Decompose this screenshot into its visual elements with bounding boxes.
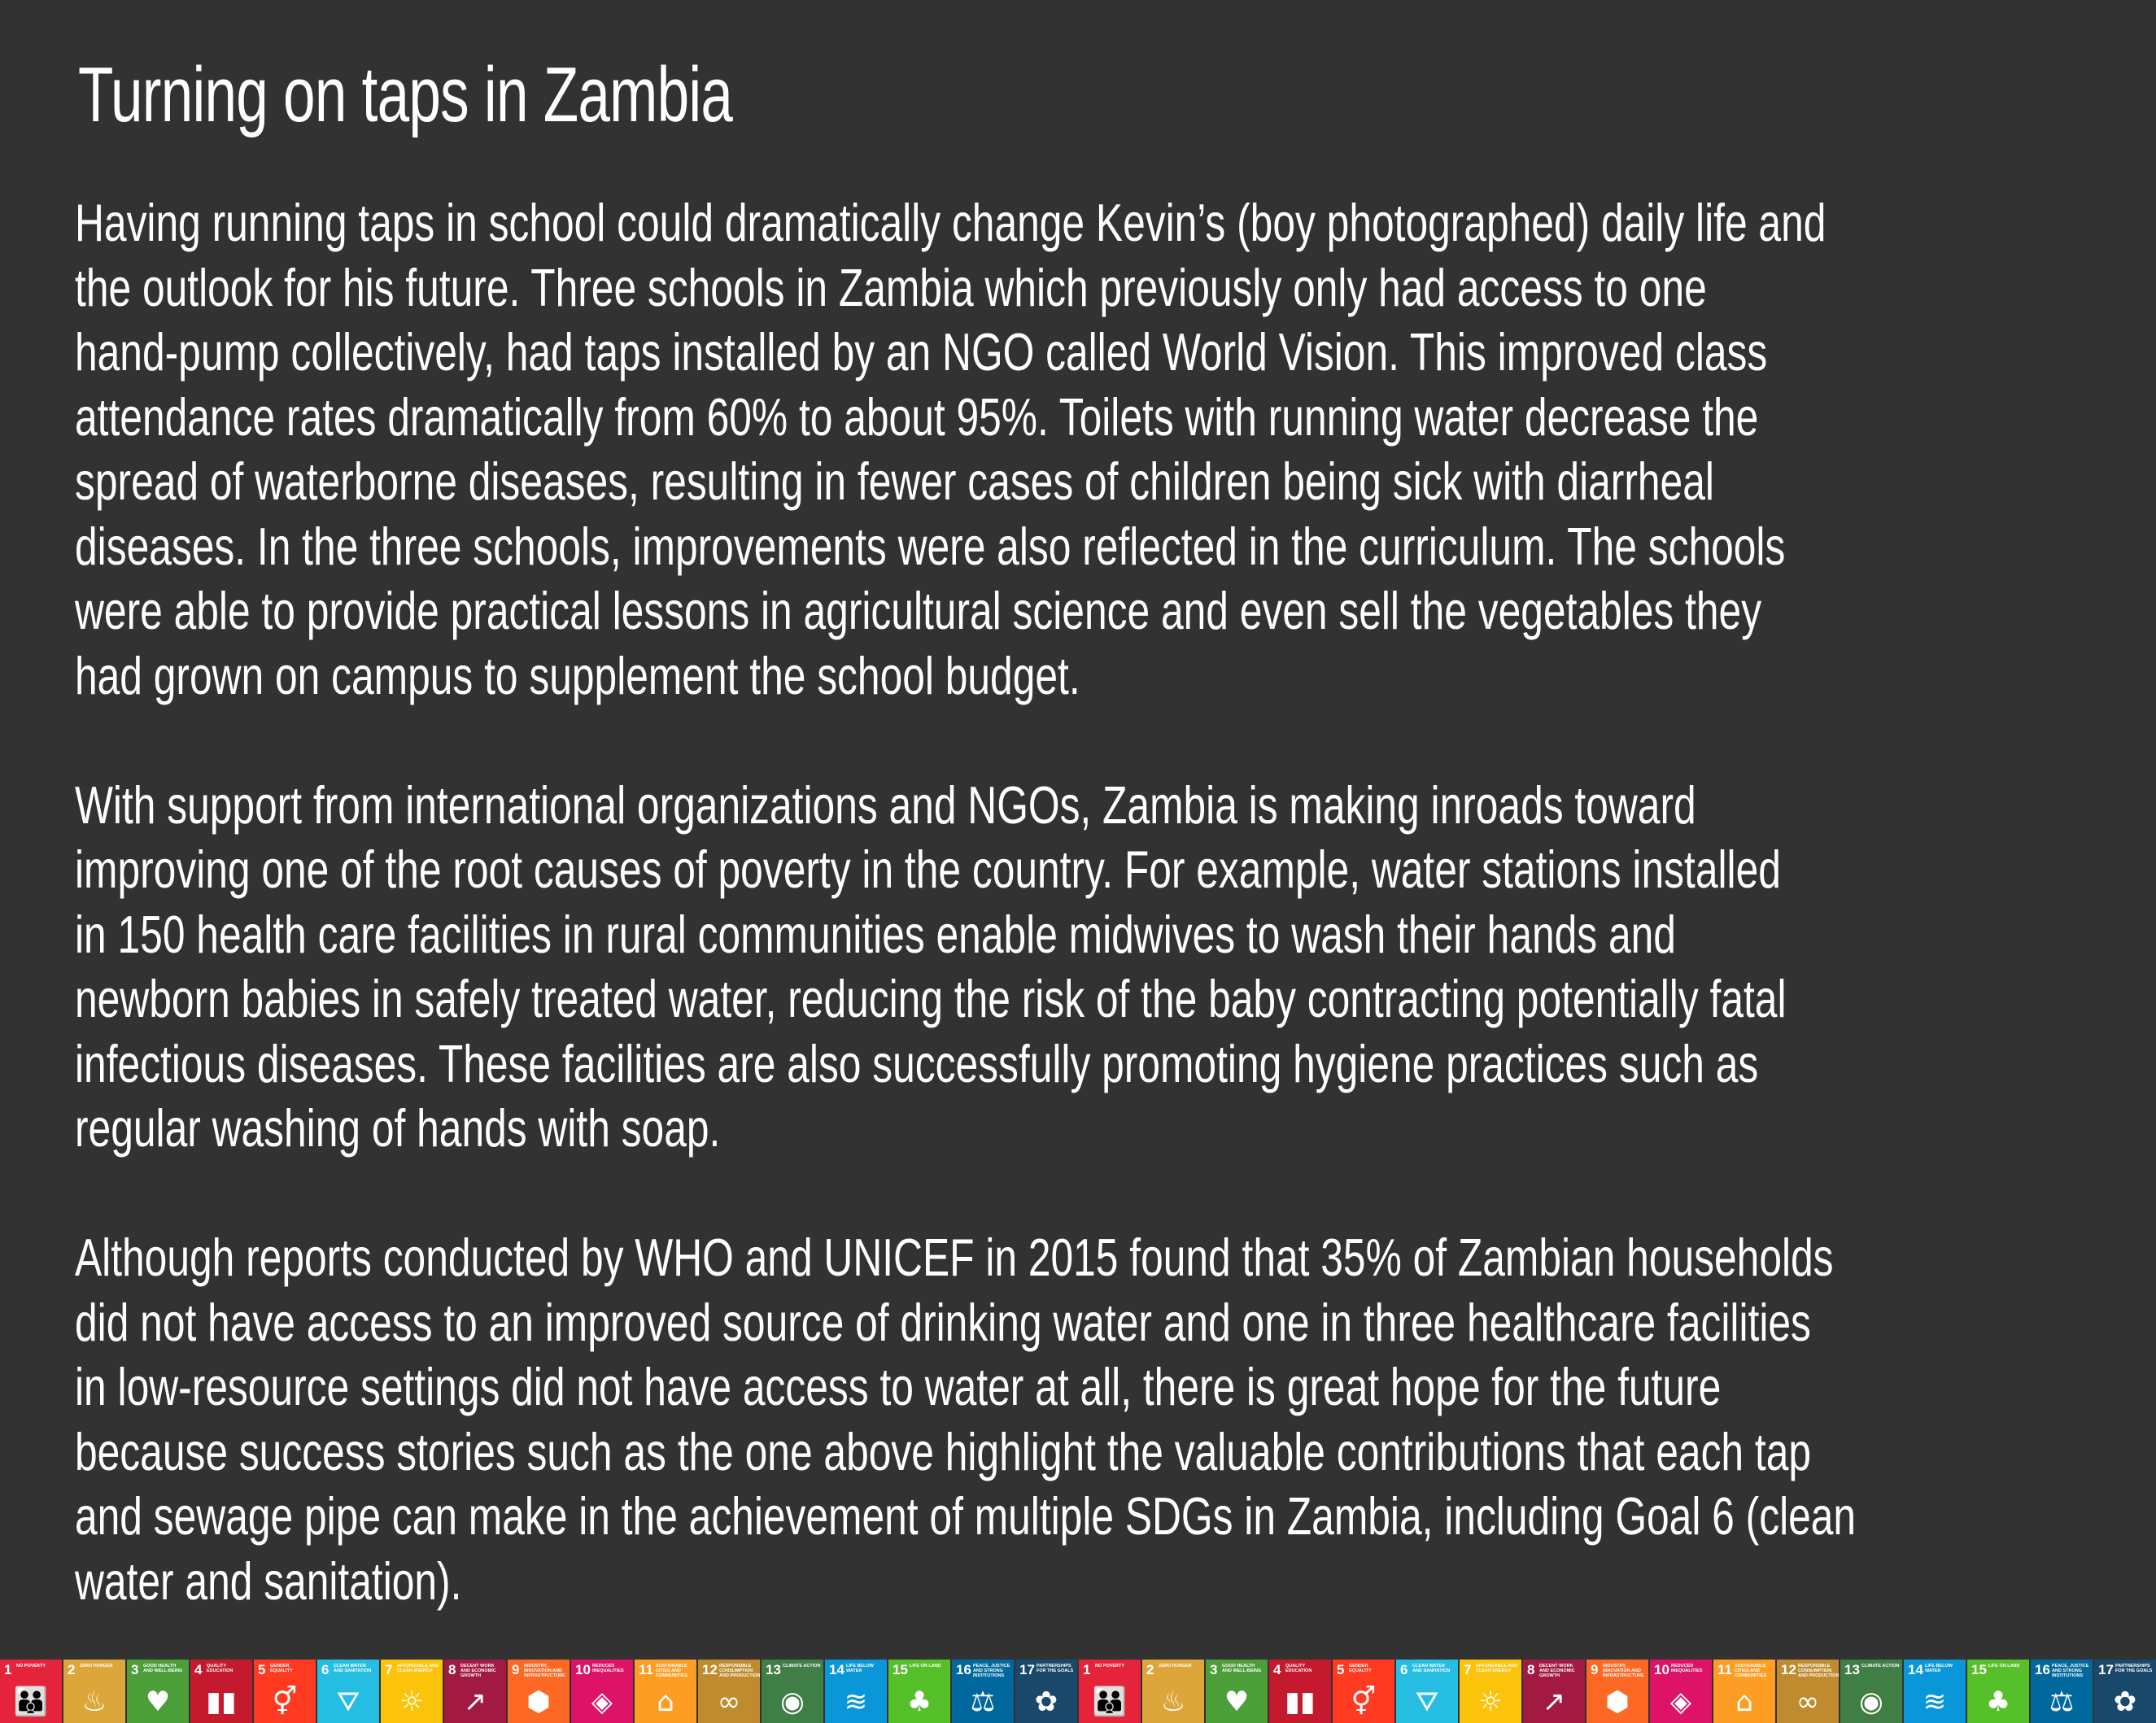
- dove-icon: ⚖: [970, 1686, 996, 1718]
- sdg-tile-3: [127, 1660, 189, 1723]
- sdg-label: LIFE ON LAND: [1988, 1664, 2020, 1668]
- sdg-number: 9: [512, 1662, 520, 1677]
- sdg-tile-17: [2094, 1660, 2156, 1723]
- sdg-tile-10: [571, 1660, 633, 1723]
- paragraph-line: spread of waterborne diseases, resulting in fewer cases of children being sick with diarrheal: [75, 451, 1714, 511]
- bowl-icon: ♨: [81, 1686, 107, 1718]
- growth-chart-icon: ↗: [463, 1686, 487, 1718]
- sdg-tile-8: [1523, 1660, 1585, 1723]
- sdg-tile-12: [698, 1660, 760, 1723]
- sdg-tile-15: [888, 1660, 950, 1723]
- city-icon: ⌂: [1735, 1686, 1753, 1718]
- fish-icon: ≋: [844, 1686, 868, 1718]
- sun-icon: ☼: [399, 1686, 425, 1718]
- sdg-number: 15: [1971, 1662, 1987, 1677]
- book-icon: ▮▮: [206, 1686, 237, 1718]
- sdg-label: PEACE, JUSTICE AND STRONG INSTITUTIONS: [973, 1664, 1010, 1678]
- sdg-number: 9: [1591, 1662, 1599, 1677]
- sdg-tile-4: [190, 1660, 252, 1723]
- sdg-label: NO POVERTY: [1095, 1664, 1125, 1668]
- sdg-number: 6: [321, 1662, 330, 1677]
- sdg-tile-11: [635, 1660, 696, 1723]
- sdg-label: CLIMATE ACTION: [1861, 1664, 1900, 1668]
- sdg-tile-10: [1650, 1660, 1712, 1723]
- sdg-tile-2: [1142, 1660, 1204, 1723]
- paragraph-line: With support from international organizations and NGOs, Zambia is making inroads toward: [75, 774, 1696, 835]
- sdg-number: 7: [385, 1662, 393, 1677]
- sdg-number: 12: [702, 1662, 718, 1677]
- sdg-label: DECENT WORK AND ECONOMIC GROWTH: [1539, 1664, 1575, 1678]
- paragraph-line: attendance rates dramatically from 60% to about 95%. Toilets with running water decrease the: [75, 386, 1759, 447]
- bowl-icon: ♨: [1160, 1686, 1186, 1718]
- cubes-icon: ⬢: [1605, 1686, 1630, 1718]
- book-icon: ▮▮: [1285, 1686, 1316, 1718]
- sdg-label: RESPONSIBLE CONSUMPTION AND PRODUCTION: [1798, 1664, 1839, 1678]
- sdg-label: QUALITY EDUCATION: [207, 1664, 233, 1673]
- sdg-number: 13: [766, 1662, 781, 1677]
- sdg-tile-3: [1206, 1660, 1268, 1723]
- sdg-label: REDUCED INEQUALITIES: [592, 1664, 624, 1673]
- infinity-icon: ∞: [1796, 1686, 1820, 1718]
- paragraph-line: in 150 health care facilities in rural communities enable midwives to wash their hands and: [75, 904, 1676, 964]
- sdg-number: 15: [893, 1662, 908, 1677]
- gender-icon: ⚥: [1351, 1686, 1377, 1718]
- sdg-number: 16: [956, 1662, 971, 1677]
- sdg-number: 17: [2098, 1662, 2114, 1677]
- growth-chart-icon: ↗: [1542, 1686, 1566, 1718]
- rings-icon: ✿: [2113, 1686, 2137, 1718]
- sdg-number: 3: [131, 1662, 139, 1677]
- sdg-label: AFFORDABLE AND CLEAN ENERGY: [1476, 1664, 1518, 1673]
- sdg-label: AFFORDABLE AND CLEAN ENERGY: [397, 1664, 439, 1673]
- sdg-tile-14: [825, 1660, 887, 1723]
- paragraph-line: and sewage pipe can make in the achievement of multiple SDGs in Zambia, including Goal 6 (clean: [75, 1486, 1857, 1546]
- paragraph-break: [75, 1161, 1856, 1226]
- sdg-number: 3: [1210, 1662, 1218, 1677]
- paragraph-line: improving one of the root causes of poverty in the country. For example, water stations installed: [75, 840, 1781, 899]
- sdg-tile-5: [1333, 1660, 1394, 1723]
- eye-globe-icon: ◉: [1859, 1686, 1883, 1718]
- sdg-label: RESPONSIBLE CONSUMPTION AND PRODUCTION: [719, 1664, 760, 1678]
- sdg-number: 2: [68, 1662, 76, 1677]
- sdg-label: ZERO HUNGER: [1159, 1664, 1192, 1668]
- tree-icon: ♣: [1985, 1686, 2011, 1718]
- page-title: Turning on taps in Zambia: [78, 51, 733, 138]
- water-glass-icon: ⛛: [1415, 1686, 1439, 1718]
- sdg-label: GOOD HEALTH AND WELL-BEING: [143, 1664, 183, 1673]
- paragraph-break: [75, 708, 1856, 773]
- sdg-number: 1: [4, 1662, 12, 1677]
- sdg-tile-9: [508, 1660, 570, 1723]
- paragraph-line: water and sanitation).: [75, 1551, 462, 1611]
- sdg-tile-13: [1840, 1660, 1902, 1723]
- sdg-number: 5: [258, 1662, 266, 1677]
- sdg-number: 4: [1273, 1662, 1281, 1677]
- sdg-number: 1: [1083, 1662, 1091, 1677]
- sdg-number: 14: [829, 1662, 845, 1677]
- sdg-number: 5: [1337, 1662, 1345, 1677]
- sdg-tile-2: [63, 1660, 125, 1723]
- paragraph-line: Having running taps in school could dramatically change Kevin’s (boy photographed) daily life and: [75, 193, 1826, 252]
- heartbeat-icon: ♥: [145, 1686, 171, 1718]
- eye-globe-icon: ◉: [780, 1686, 805, 1718]
- city-icon: ⌂: [657, 1686, 674, 1718]
- sun-icon: ☼: [1477, 1686, 1504, 1718]
- arrows-icon: ◈: [591, 1686, 613, 1718]
- paragraph-line: hand-pump collectively, had taps installed by an NGO called World Vision. This improved class: [75, 322, 1768, 382]
- sdg-tile-6: [1396, 1660, 1458, 1723]
- sdg-tile-7: [1460, 1660, 1521, 1723]
- sdg-label: PARTNERSHIPS FOR THE GOALS: [1037, 1664, 1074, 1673]
- sdg-number: 11: [639, 1662, 653, 1677]
- paragraph-line: diseases. In the three schools, improvements were also reflected in the curriculum. The schools: [75, 516, 1786, 576]
- infinity-icon: ∞: [717, 1686, 741, 1718]
- paragraph-line: in low-resource settings did not have access to water at all, there is great hope for the future: [75, 1357, 1722, 1416]
- sdg-tile-1: [1079, 1660, 1141, 1723]
- sdg-number: 14: [1908, 1662, 1923, 1677]
- cubes-icon: ⬢: [526, 1686, 551, 1718]
- sdg-tile-4: [1269, 1660, 1331, 1723]
- paragraph-line: regular washing of hands with soap.: [75, 1098, 721, 1158]
- sdg-number: 2: [1146, 1662, 1154, 1677]
- tree-icon: ♣: [906, 1686, 932, 1718]
- fish-icon: ≋: [1923, 1686, 1947, 1718]
- sdg-number: 8: [448, 1662, 456, 1677]
- paragraph-line: because success stories such as the one above highlight the valuable contributions that each tap: [75, 1421, 1812, 1481]
- sdg-label: CLIMATE ACTION: [783, 1664, 821, 1668]
- sdg-tile-1: [0, 1660, 62, 1723]
- sdg-label: SUSTAINABLE CITIES AND COMMUNITIES: [656, 1664, 688, 1678]
- sdg-number: 12: [1781, 1662, 1796, 1677]
- gender-icon: ⚥: [272, 1686, 298, 1718]
- sdg-label: QUALITY EDUCATION: [1285, 1664, 1312, 1673]
- arrows-icon: ◈: [1669, 1686, 1692, 1718]
- sdg-number: 6: [1400, 1662, 1408, 1677]
- sdg-number: 16: [2035, 1662, 2050, 1677]
- sdg-tile-16: [2031, 1660, 2093, 1723]
- sdg-tile-9: [1586, 1660, 1648, 1723]
- sdg-number: 11: [1717, 1662, 1732, 1677]
- paragraph-line: Although reports conducted by WHO and UNICEF in 2015 found that 35% of Zambian households: [75, 1228, 1834, 1287]
- sdg-tile-8: [444, 1660, 506, 1723]
- sdg-tile-12: [1777, 1660, 1839, 1723]
- sdg-label: PEACE, JUSTICE AND STRONG INSTITUTIONS: [2052, 1664, 2089, 1678]
- sdg-label: CLEAN WATER AND SANITATION: [334, 1664, 372, 1673]
- sdg-tile-11: [1713, 1660, 1775, 1723]
- sdg-number: 4: [194, 1662, 203, 1677]
- sdg-number: 10: [575, 1662, 591, 1677]
- sdg-label: DECENT WORK AND ECONOMIC GROWTH: [460, 1664, 496, 1678]
- sdg-tile-13: [762, 1660, 823, 1723]
- heartbeat-icon: ♥: [1224, 1686, 1250, 1718]
- sdg-label: REDUCED INEQUALITIES: [1671, 1664, 1703, 1673]
- sdg-label: SUSTAINABLE CITIES AND COMMUNITIES: [1735, 1664, 1767, 1678]
- sdg-label: CLEAN WATER AND SANITATION: [1412, 1664, 1451, 1673]
- sdg-label: LIFE ON LAND: [910, 1664, 941, 1668]
- sdg-tile-5: [254, 1660, 316, 1723]
- sdg-label: GENDER EQUALITY: [270, 1664, 293, 1673]
- sdg-tile-17: [1015, 1660, 1077, 1723]
- article-body: [75, 190, 2156, 1613]
- dove-icon: ⚖: [2049, 1686, 2075, 1718]
- sdg-number: 17: [1019, 1662, 1035, 1677]
- sdg-label: INDUSTRY, INNOVATION AND INFRASTRUCTURE: [1603, 1664, 1644, 1678]
- sdg-number: 10: [1654, 1662, 1669, 1677]
- sdg-tile-14: [1904, 1660, 1966, 1723]
- sdg-number: 7: [1464, 1662, 1472, 1677]
- sdg-label: INDUSTRY, INNOVATION AND INFRASTRUCTURE: [524, 1664, 565, 1678]
- sdg-number: 13: [1844, 1662, 1860, 1677]
- people-icon: 👪: [13, 1686, 49, 1718]
- sdg-label: LIFE BELOW WATER: [1925, 1664, 1953, 1673]
- sdg-goals-strip: [0, 1660, 2156, 1723]
- sdg-label: LIFE BELOW WATER: [846, 1664, 874, 1673]
- paragraph-line: the outlook for his future. Three schools in Zambia which previously only had access to one: [75, 257, 1707, 317]
- rings-icon: ✿: [1034, 1686, 1058, 1718]
- sdg-tile-6: [317, 1660, 379, 1723]
- water-glass-icon: ⛛: [336, 1686, 360, 1718]
- sdg-number: 8: [1527, 1662, 1535, 1677]
- sdg-label: ZERO HUNGER: [80, 1664, 113, 1668]
- paragraph-line: did not have access to an improved source of drinking water and one in three healthcare facilities: [75, 1292, 1811, 1352]
- paragraph-line: had grown on campus to supplement the school budget.: [75, 645, 1080, 705]
- paragraph-line: infectious diseases. These facilities are also successfully promoting hygiene practices such as: [75, 1033, 1759, 1093]
- sdg-tile-16: [952, 1660, 1014, 1723]
- sdg-label: GENDER EQUALITY: [1349, 1664, 1372, 1673]
- paragraph-line: newborn babies in safely treated water, reducing the risk of the baby contracting potentially fatal: [75, 969, 1787, 1028]
- sdg-label: PARTNERSHIPS FOR THE GOALS: [2115, 1664, 2153, 1673]
- sdg-label: NO POVERTY: [16, 1664, 46, 1668]
- paragraph-line: were able to provide practical lessons in agricultural science and even sell the vegetables they: [75, 581, 1762, 640]
- sdg-label: GOOD HEALTH AND WELL-BEING: [1222, 1664, 1262, 1673]
- people-icon: 👪: [1092, 1686, 1128, 1718]
- sdg-tile-7: [381, 1660, 443, 1723]
- sdg-tile-15: [1967, 1660, 2029, 1723]
